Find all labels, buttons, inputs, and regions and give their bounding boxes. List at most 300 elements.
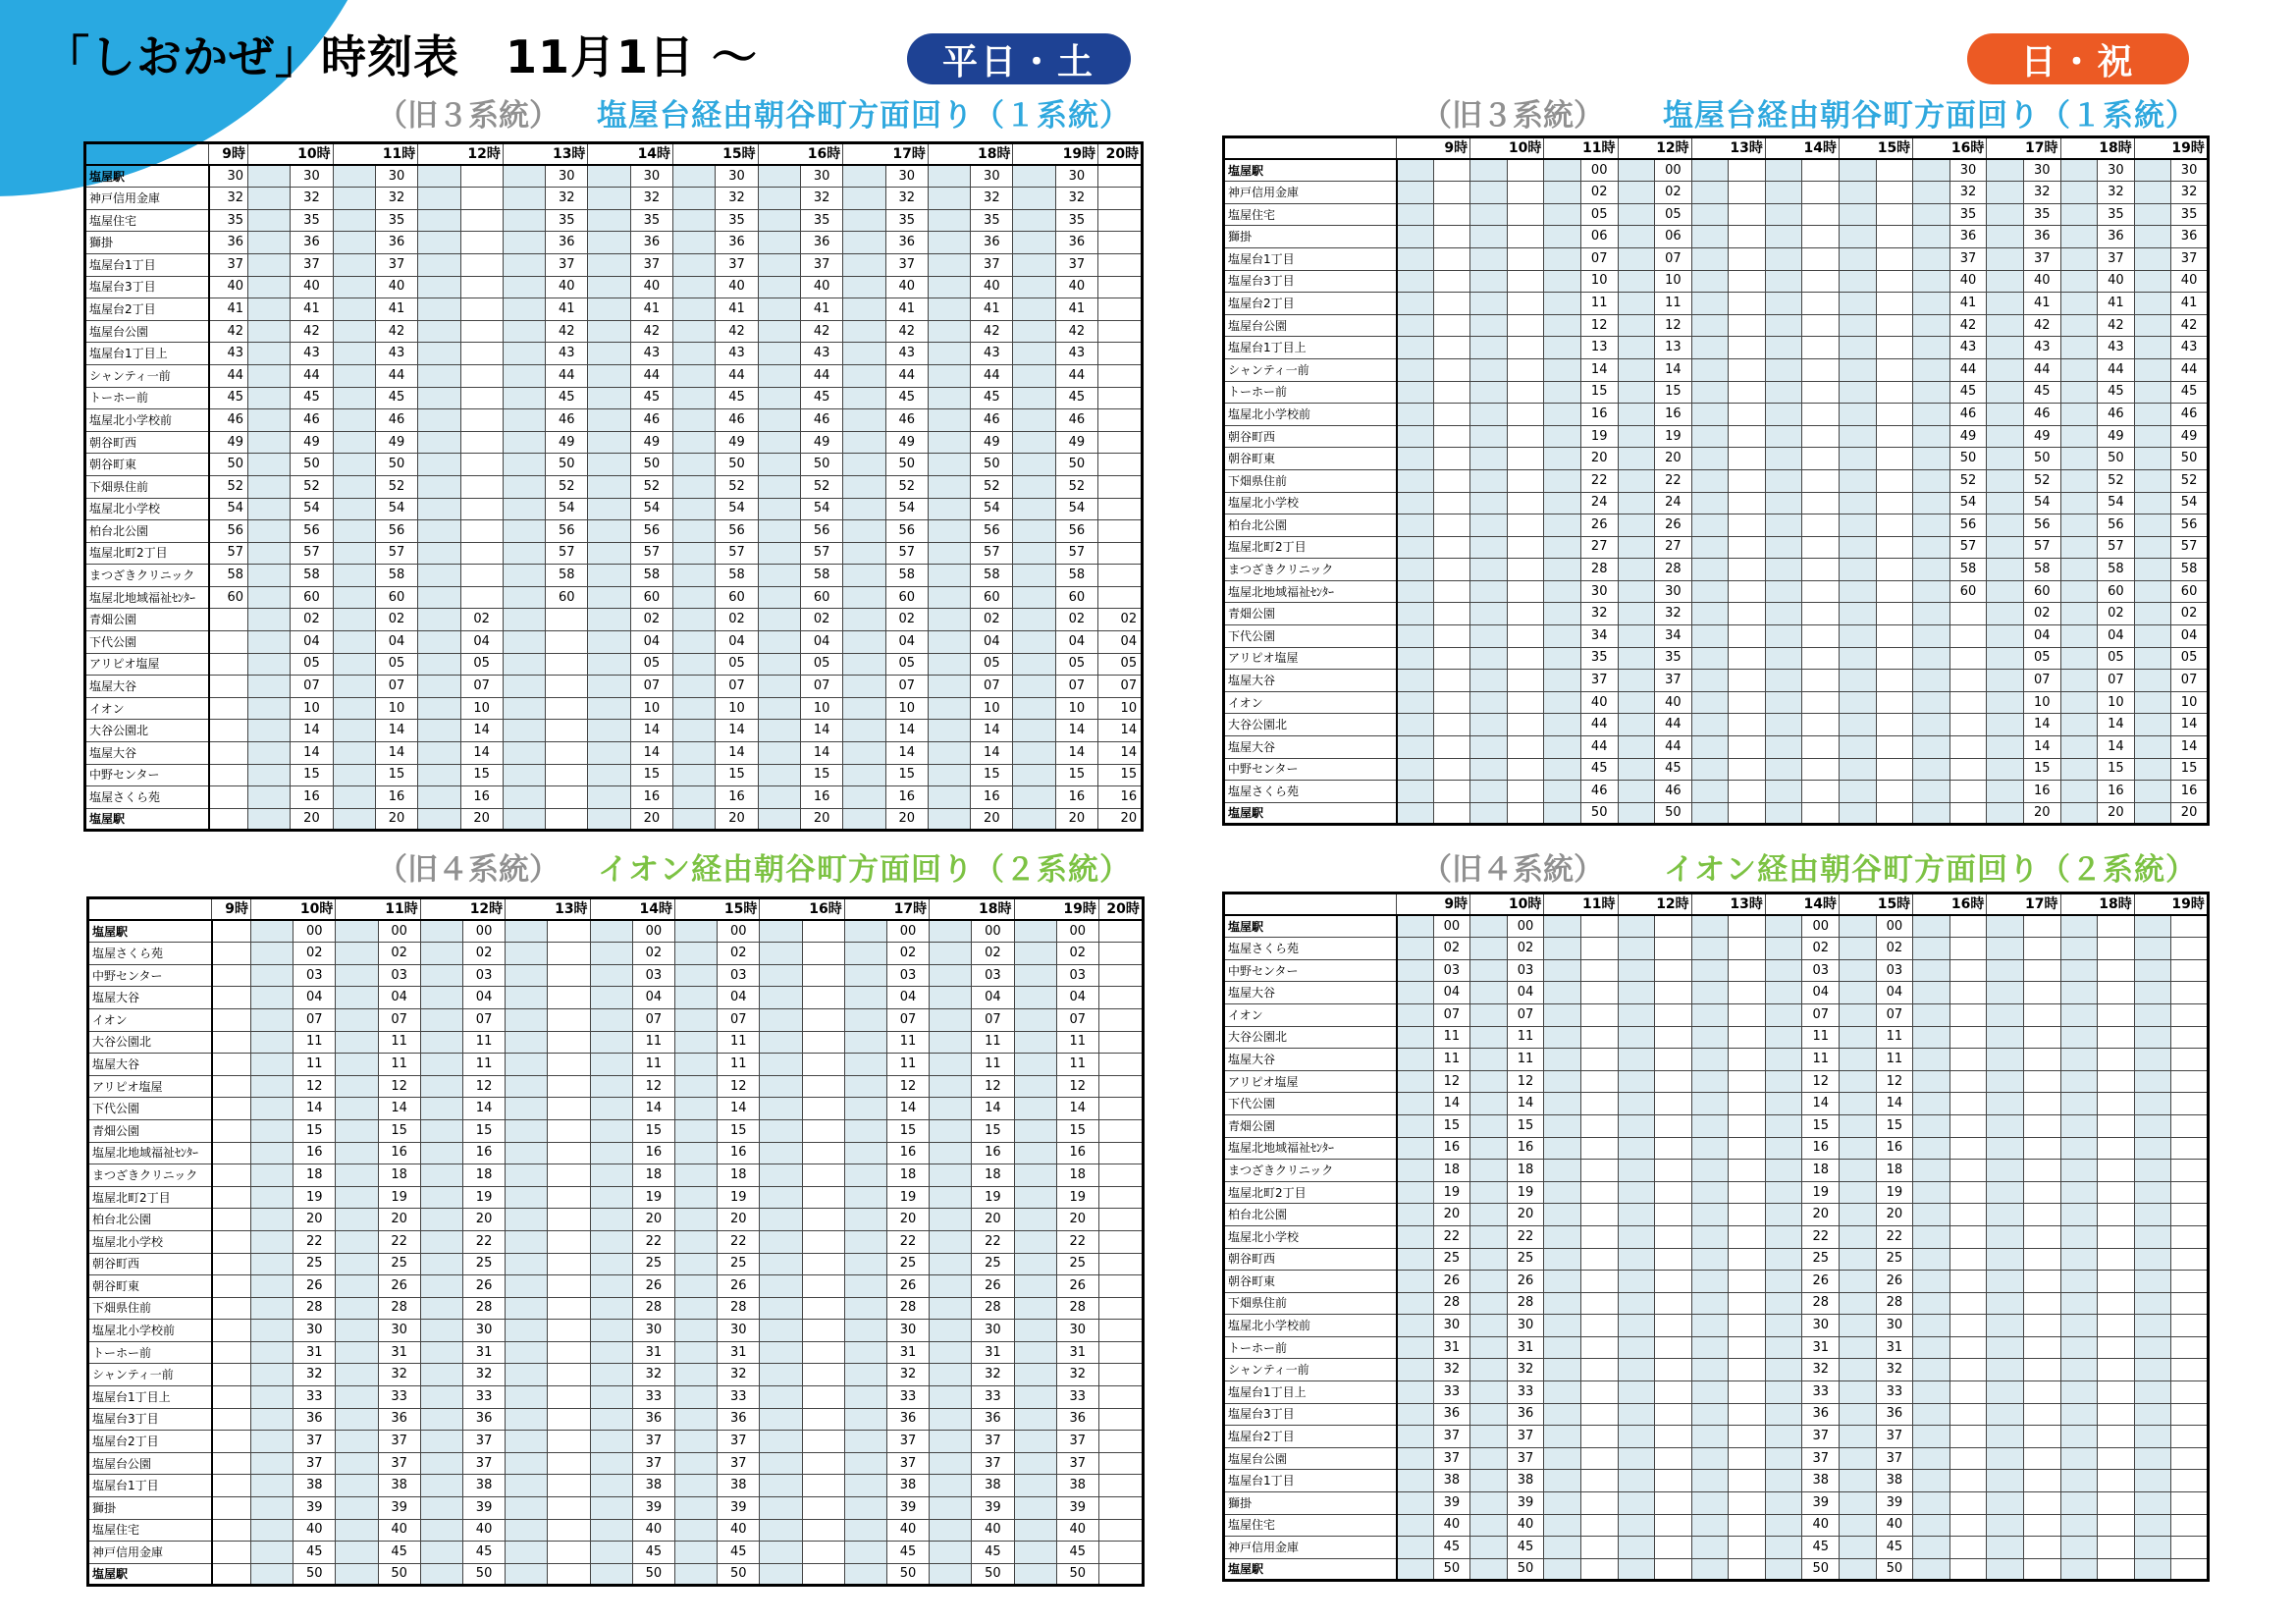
shade-cell (1913, 714, 1950, 736)
time-cell: 45 (291, 387, 333, 409)
shade-cell (1397, 1470, 1434, 1492)
time-cell (1507, 758, 1544, 781)
time-cell (1433, 203, 1470, 226)
shade-cell (1987, 1381, 2024, 1404)
shade-cell (1691, 492, 1729, 514)
time-cell (802, 1408, 844, 1431)
station-name: 塩屋北小学校前 (85, 409, 209, 432)
time-cell (1729, 1271, 1766, 1293)
shade-cell (333, 387, 375, 409)
station-name: 塩屋駅 (85, 165, 209, 188)
shade-cell (333, 498, 375, 520)
shade-cell (843, 431, 885, 454)
shade-cell (2060, 381, 2098, 404)
shade-cell (1913, 293, 1950, 315)
time-cell: 02 (971, 609, 1013, 631)
time-cell (1949, 1381, 1987, 1404)
shade-cell (844, 1164, 886, 1187)
hour-header: 15時 (1840, 137, 1913, 160)
shade-cell (1014, 1164, 1056, 1187)
time-cell: 32 (1055, 188, 1097, 210)
time-cell (1655, 1381, 1692, 1404)
time-cell (802, 987, 844, 1009)
station-name: 塩屋大谷 (85, 676, 209, 698)
time-cell (548, 987, 590, 1009)
time-cell (2098, 1049, 2135, 1071)
shade-cell (333, 409, 375, 432)
hour-header: 16時 (1913, 893, 1987, 916)
time-cell: 04 (378, 987, 420, 1009)
time-cell: 50 (971, 454, 1013, 476)
shade-cell (2134, 1315, 2171, 1337)
time-cell (212, 1297, 251, 1320)
time-cell: 45 (209, 387, 248, 409)
shade-cell (1470, 1315, 1508, 1337)
shade-cell (506, 1008, 548, 1031)
shade-cell (1987, 514, 2024, 537)
shade-cell (1014, 1563, 1056, 1586)
hour-header: 17時 (1987, 137, 2060, 160)
time-cell: 46 (1655, 781, 1692, 803)
time-cell (1507, 559, 1544, 581)
time-cell (2171, 915, 2209, 938)
timetable-wk1 (83, 141, 1144, 832)
shade-cell (1544, 1181, 1581, 1204)
shade-cell (844, 1341, 886, 1364)
shade-cell (1691, 802, 1729, 825)
time-cell (1098, 409, 1143, 432)
time-cell: 28 (1876, 1292, 1913, 1315)
time-cell: 25 (1507, 1248, 1544, 1271)
shade-cell (1840, 559, 1877, 581)
table-row (1224, 1537, 2209, 1559)
time-cell: 45 (378, 1542, 420, 1564)
time-cell (1433, 314, 1470, 337)
time-cell: 45 (2171, 381, 2209, 404)
time-cell (1802, 314, 1840, 337)
time-cell: 30 (375, 165, 417, 188)
time-cell: 19 (1056, 1186, 1098, 1209)
shade-cell (2060, 1003, 2098, 1026)
time-cell (2171, 1070, 2209, 1093)
shade-cell (1544, 1271, 1581, 1293)
time-cell: 11 (718, 1031, 760, 1054)
shade-cell (420, 920, 462, 943)
time-cell: 20 (378, 1209, 420, 1231)
shade-cell (1691, 1514, 1729, 1537)
shade-cell (2134, 1470, 2171, 1492)
station-name: 塩屋台公園 (1224, 1447, 1397, 1470)
shade-cell (2060, 1381, 2098, 1404)
time-cell: 50 (886, 1563, 929, 1586)
time-cell: 37 (886, 1431, 929, 1453)
time-cell: 46 (716, 409, 758, 432)
station-name: 神戸信用金庫 (88, 1542, 212, 1564)
shade-cell (1544, 159, 1581, 182)
hour-header: 13時 (1691, 137, 1765, 160)
shade-cell (1544, 559, 1581, 581)
shade-cell (251, 1031, 294, 1054)
station-name: 獅掛 (1224, 1492, 1397, 1515)
shade-cell (673, 253, 716, 276)
time-cell: 20 (460, 808, 503, 831)
shade-cell (590, 1542, 632, 1564)
time-cell (1949, 1137, 1987, 1160)
time-cell (2171, 1003, 2209, 1026)
shade-cell (760, 1341, 802, 1364)
time-cell: 00 (972, 920, 1014, 943)
table-row (1224, 714, 2209, 736)
time-cell: 31 (972, 1341, 1014, 1364)
shade-cell (336, 1054, 378, 1076)
shade-cell (1691, 1093, 1729, 1115)
time-cell (548, 1142, 590, 1164)
time-cell: 30 (632, 1320, 674, 1342)
shade-cell (843, 165, 885, 188)
time-cell: 37 (972, 1431, 1014, 1453)
shade-cell (1397, 1049, 1434, 1071)
time-cell: 60 (1949, 580, 1987, 603)
shade-cell (1691, 337, 1729, 359)
shade-cell (1618, 182, 1655, 204)
time-cell: 02 (1655, 182, 1692, 204)
time-cell: 43 (971, 343, 1013, 365)
station-header (85, 143, 209, 166)
time-cell: 40 (378, 1519, 420, 1542)
shade-cell (1014, 1031, 1056, 1054)
time-cell: 05 (2098, 647, 2135, 670)
time-cell (1802, 781, 1840, 803)
time-cell (212, 1275, 251, 1298)
time-cell: 02 (886, 943, 929, 965)
time-cell: 42 (971, 320, 1013, 343)
table-row (85, 586, 1143, 609)
shade-cell (760, 1452, 802, 1475)
shade-cell (1765, 514, 1802, 537)
shade-cell (1397, 1160, 1434, 1182)
shade-cell (674, 1275, 717, 1298)
time-cell: 30 (1055, 165, 1097, 188)
shade-cell (588, 786, 630, 809)
shade-cell (1913, 1160, 1950, 1182)
time-cell: 10 (971, 697, 1013, 720)
time-cell (2023, 1026, 2060, 1049)
shade-cell (1840, 915, 1877, 938)
shade-cell (1913, 736, 1950, 759)
time-cell: 40 (972, 1519, 1014, 1542)
table-row (85, 475, 1143, 498)
shade-cell (1987, 1492, 2024, 1515)
time-cell: 45 (971, 387, 1013, 409)
time-cell: 58 (2023, 559, 2060, 581)
time-cell: 12 (378, 1075, 420, 1098)
station-name: 塩屋駅 (1224, 1558, 1397, 1581)
shade-cell (503, 364, 545, 387)
shade-cell (2134, 514, 2171, 537)
table-row (85, 165, 1143, 188)
shade-cell (1987, 270, 2024, 293)
time-cell: 16 (460, 786, 503, 809)
shade-cell (418, 298, 460, 321)
time-cell (212, 1563, 251, 1586)
shade-cell (1397, 1514, 1434, 1537)
shade-cell (588, 409, 630, 432)
time-cell: 24 (1580, 492, 1618, 514)
shade-cell (1470, 758, 1508, 781)
station-name: 塩屋北小学校 (85, 498, 209, 520)
time-cell: 56 (2171, 514, 2209, 537)
table-row (1224, 1447, 2209, 1470)
station-name: 塩屋台1丁目 (85, 253, 209, 276)
time-cell: 14 (1055, 720, 1097, 742)
time-cell: 56 (2023, 514, 2060, 537)
shade-cell (1397, 492, 1434, 514)
table-row (85, 565, 1143, 587)
time-cell (1098, 320, 1143, 343)
time-cell (1949, 959, 1987, 982)
station-name: まつざきクリニック (1224, 559, 1397, 581)
time-cell: 26 (1580, 514, 1618, 537)
shade-cell (928, 808, 970, 831)
time-cell: 11 (1433, 1049, 1470, 1071)
time-cell (1655, 1114, 1692, 1137)
shade-cell (1691, 1137, 1729, 1160)
shade-cell (1987, 938, 2024, 960)
shade-cell (928, 786, 970, 809)
shade-cell (1618, 270, 1655, 293)
shade-cell (1544, 781, 1581, 803)
time-cell: 36 (1876, 1403, 1913, 1426)
time-cell (1507, 536, 1544, 559)
time-cell: 40 (2098, 270, 2135, 293)
hour-header: 13時 (503, 143, 588, 166)
time-cell (1729, 492, 1766, 514)
time-cell (460, 253, 503, 276)
time-cell: 05 (1655, 203, 1692, 226)
station-name: 下畑県住前 (1224, 469, 1397, 492)
shade-cell (1618, 982, 1655, 1004)
time-cell: 32 (546, 188, 588, 210)
shade-cell (1014, 1408, 1056, 1431)
shade-cell (251, 1253, 294, 1275)
shade-cell (1618, 1003, 1655, 1026)
time-cell (1098, 475, 1143, 498)
time-cell (1802, 293, 1840, 315)
shade-cell (930, 1230, 972, 1253)
shade-cell (1470, 1204, 1508, 1226)
time-cell: 26 (1507, 1271, 1544, 1293)
time-cell (1433, 758, 1470, 781)
shade-cell (1013, 653, 1055, 676)
time-cell (2023, 1271, 2060, 1293)
station-name: 塩屋住宅 (1224, 1514, 1397, 1537)
time-cell (2171, 1315, 2209, 1337)
time-cell: 37 (886, 1452, 929, 1475)
time-cell: 40 (546, 276, 588, 298)
time-cell: 19 (462, 1186, 505, 1209)
shade-cell (843, 586, 885, 609)
time-cell (1949, 1248, 1987, 1271)
shade-cell (1691, 1315, 1729, 1337)
shade-cell (2060, 982, 2098, 1004)
time-cell: 50 (2023, 448, 2060, 470)
shade-cell (248, 498, 291, 520)
shade-cell (1014, 1497, 1056, 1520)
shade-cell (2134, 337, 2171, 359)
shade-cell (1618, 1070, 1655, 1093)
time-cell (546, 676, 588, 698)
shade-cell (2134, 182, 2171, 204)
shade-cell (1913, 469, 1950, 492)
shade-cell (503, 676, 545, 698)
shade-cell (1618, 802, 1655, 825)
shade-cell (588, 387, 630, 409)
station-name: イオン (1224, 1003, 1397, 1026)
shade-cell (1987, 1070, 2024, 1093)
time-cell (802, 1519, 844, 1542)
time-cell (1098, 964, 1143, 987)
shade-cell (333, 343, 375, 365)
time-cell: 03 (294, 964, 336, 987)
shade-cell (1913, 670, 1950, 692)
time-cell (1433, 781, 1470, 803)
time-cell (1098, 209, 1143, 232)
time-cell: 36 (209, 232, 248, 254)
shade-cell (1544, 270, 1581, 293)
time-cell: 30 (2098, 159, 2135, 182)
station-name: 塩屋北小学校前 (1224, 1315, 1397, 1337)
time-cell (1729, 1426, 1766, 1448)
shade-cell (418, 232, 460, 254)
time-cell: 37 (1876, 1426, 1913, 1448)
time-cell: 15 (2171, 758, 2209, 781)
weekday-badge: 平日・土 (907, 33, 1131, 84)
time-cell: 37 (462, 1452, 505, 1475)
shade-cell (251, 1186, 294, 1209)
time-cell (1433, 226, 1470, 248)
time-cell: 19 (378, 1186, 420, 1209)
route-label: イオン経由朝谷町方面回り（２系統） (597, 852, 1131, 888)
shade-cell (1014, 1475, 1056, 1497)
shade-cell (2060, 1514, 2098, 1537)
shade-cell (588, 586, 630, 609)
time-cell: 19 (718, 1186, 760, 1209)
time-cell: 49 (546, 431, 588, 454)
time-cell: 57 (375, 542, 417, 565)
station-name: 塩屋台2丁目 (1224, 1426, 1397, 1448)
shade-cell (588, 631, 630, 654)
time-cell: 18 (462, 1164, 505, 1187)
time-cell (209, 720, 248, 742)
shade-cell (420, 1519, 462, 1542)
time-cell (1949, 915, 1987, 938)
shade-cell (1913, 448, 1950, 470)
time-cell: 11 (1056, 1054, 1098, 1076)
shade-cell (1618, 580, 1655, 603)
shade-cell (1987, 1271, 2024, 1293)
time-cell: 03 (1802, 959, 1840, 982)
shade-cell (1765, 959, 1802, 982)
time-cell: 28 (718, 1297, 760, 1320)
shade-cell (843, 253, 885, 276)
time-cell: 43 (2171, 337, 2209, 359)
shade-cell (1618, 247, 1655, 270)
shade-cell (2134, 358, 2171, 381)
shade-cell (673, 320, 716, 343)
time-cell: 02 (378, 943, 420, 965)
shade-cell (1913, 758, 1950, 781)
time-cell (1729, 1315, 1766, 1337)
station-name: 下畑県住前 (85, 475, 209, 498)
shade-cell (503, 720, 545, 742)
time-cell: 11 (1580, 293, 1618, 315)
time-cell (460, 586, 503, 609)
shade-cell (1840, 1271, 1877, 1293)
time-cell: 12 (1507, 1070, 1544, 1093)
shade-cell (1544, 1026, 1581, 1049)
shade-cell (2134, 670, 2171, 692)
time-cell: 42 (375, 320, 417, 343)
time-cell (2098, 1114, 2135, 1137)
time-cell: 45 (294, 1542, 336, 1564)
time-cell (1580, 1537, 1618, 1559)
shade-cell (844, 1475, 886, 1497)
shade-cell (844, 1054, 886, 1076)
shade-cell (673, 475, 716, 498)
shade-cell (1470, 670, 1508, 692)
time-cell: 10 (1098, 697, 1143, 720)
time-cell (802, 1142, 844, 1164)
time-cell (1949, 1204, 1987, 1226)
shade-cell (1470, 1492, 1508, 1515)
shade-cell (760, 1008, 802, 1031)
shade-cell (1765, 1160, 1802, 1182)
time-cell: 19 (972, 1186, 1014, 1209)
shade-cell (251, 1563, 294, 1586)
shade-cell (1913, 226, 1950, 248)
shade-cell (1765, 226, 1802, 248)
shade-cell (758, 631, 800, 654)
time-cell: 45 (375, 387, 417, 409)
time-cell: 02 (2171, 603, 2209, 625)
shade-cell (2134, 159, 2171, 182)
time-cell: 22 (1802, 1225, 1840, 1248)
time-cell: 50 (1655, 802, 1692, 825)
time-cell (1098, 1519, 1143, 1542)
shade-cell (506, 920, 548, 943)
time-cell (1507, 404, 1544, 426)
shade-cell (1913, 358, 1950, 381)
shade-cell (1470, 182, 1508, 204)
time-cell: 33 (1056, 1386, 1098, 1409)
time-cell (802, 1320, 844, 1342)
time-cell: 52 (2098, 469, 2135, 492)
shade-cell (1987, 448, 2024, 470)
time-cell: 18 (294, 1164, 336, 1187)
time-cell: 16 (1876, 1137, 1913, 1160)
shade-cell (1470, 603, 1508, 625)
shade-cell (588, 209, 630, 232)
time-cell: 19 (1655, 425, 1692, 448)
shade-cell (503, 232, 545, 254)
table-row (1224, 1492, 2209, 1515)
time-cell (1655, 1403, 1692, 1426)
table-row (1224, 670, 2209, 692)
time-cell: 31 (1876, 1336, 1913, 1359)
station-name: 塩屋住宅 (85, 209, 209, 232)
shade-cell (1397, 404, 1434, 426)
time-cell: 58 (1949, 559, 1987, 581)
